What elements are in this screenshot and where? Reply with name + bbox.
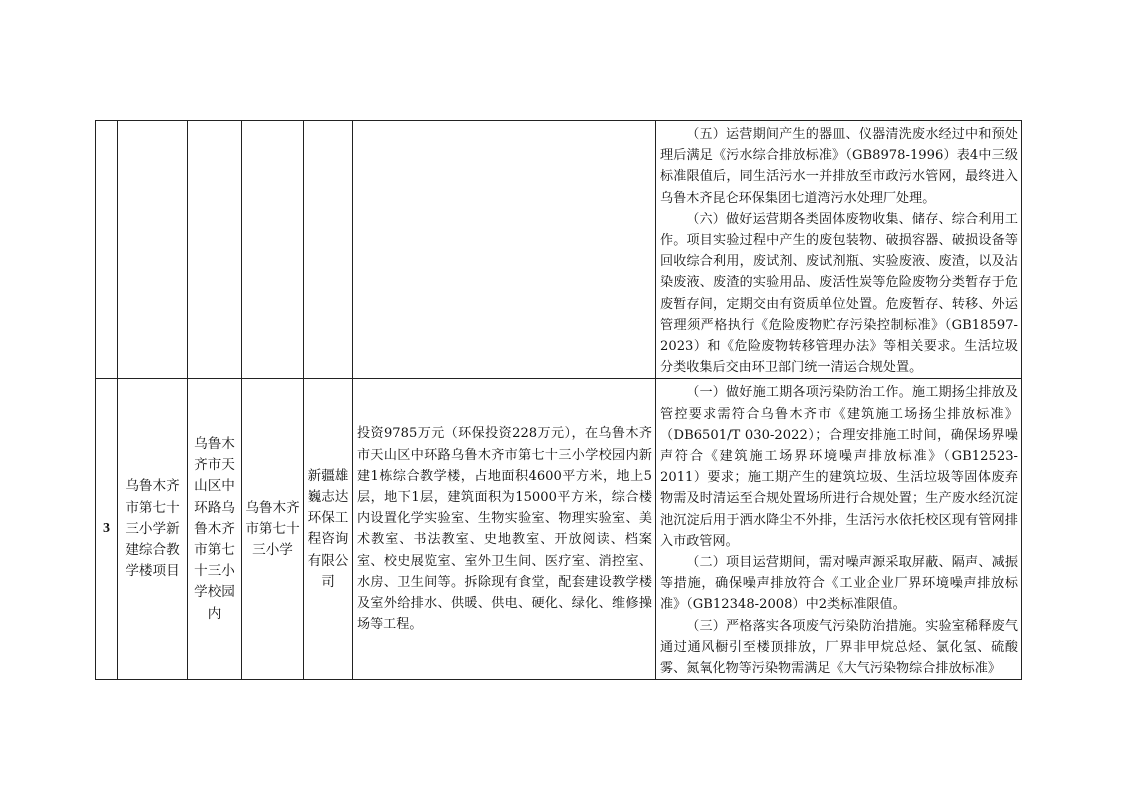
project-location: [188, 121, 242, 379]
project-location: 乌鲁木齐市天山区中环路乌鲁木齐市第七十三小学校园内: [188, 379, 242, 680]
project-name: [118, 121, 188, 379]
construction-unit: [242, 121, 304, 379]
table-row: [96, 121, 1022, 379]
row-index: [96, 121, 118, 379]
requirement-paragraph: （三）严格落实各项废气污染防治措施。实验室稀释废气通过通风橱引至楼顶排放，厂界非甲烷总烃、氯化氢、硫酸雾、氮氧化物等污染物需满足《大气污染物综合排放标准》: [660, 618, 1018, 677]
approval-requirements: [656, 121, 1022, 379]
row-index: 3: [96, 379, 118, 680]
consulting-unit: 新疆雄巍志达环保工程咨询有限公司: [304, 379, 353, 680]
approval-requirements: [656, 379, 1022, 680]
project-name: 乌鲁木齐市第七十三小学新建综合教学楼项目: [118, 379, 188, 680]
requirement-paragraph: （一）做好施工期各项污染防治工作。施工期扬尘排放及管控要求需符合乌鲁木齐市《建筑施工场扬尘排放标准》（DB6501/T 030-2022）；合理安排施工时间，确保场界噪声符合《建筑施工场界环境噪声排放标准》（GB12523-2011）要求；施工期产生的建筑垃圾、生活垃圾等固体废弃物需及时清运至合规处置场所进行合规处置；生产废水经沉淀池沉淀后用于洒水降尘不外排，生活污水依托校区现有管网排入市政管网。: [660, 385, 1018, 549]
table-row: [96, 379, 1022, 680]
construction-unit: 乌鲁木齐市第七十三小学: [242, 379, 304, 680]
requirement-paragraph: （二）项目运营期间，需对噪声源采取屏蔽、隔声、减振等措施，确保噪声排放符合《工业企业厂界环境噪声排放标准》（GB12348-2008）中2类标准限值。: [660, 555, 1018, 613]
construction-content: [353, 121, 656, 379]
requirement-paragraph: （五）运营期间产生的器皿、仪器清洗废水经过中和预处理后满足《污水综合排放标准》（GB8978-1996）表4中三级标准限值后，同生活污水一并排放至市政污水管网，最终进入乌鲁木齐昆仑环保集团七道湾污水处理厂处理。: [660, 127, 1018, 206]
consulting-unit: [304, 121, 353, 379]
requirement-paragraph: （六）做好运营期各类固体废物收集、储存、综合利用工作。项目实验过程中产生的废包装物、破损容器、破损设备等回收综合利用，废试剂、废试剂瓶、实验废液、废渣，以及沾染废液、废渣的实验用品、废活性炭等危险废物分类暂存于危废暂存间，定期交由有资质单位处置。危废暂存、转移、外运管理须严格执行《危险废物贮存污染控制标准》（GB18597-2023）和《危险废物转移管理办法》等相关要求。生活垃圾分类收集后交由环卫部门统一清运合规处置。: [660, 211, 1018, 376]
construction-content: 投资9785万元（环保投资228万元），在乌鲁木齐市天山区中环路乌鲁木齐市第七十三小学校园内新建1栋综合教学楼，占地面积4600平方米，地上5层，地下1层，建筑面积为15000平方米，综合楼内设置化学实验室、生物实验室、物理实验室、美术教室、书法教室、史地教室、开放阅读、档案室、校史展览室、室外卫生间、医疗室、消控室、水房、卫生间等。拆除现有食堂，配套建设教学楼及室外给排水、供暖、供电、硬化、绿化、维修操场等工程。: [353, 379, 656, 680]
approval-table: [95, 120, 1022, 680]
